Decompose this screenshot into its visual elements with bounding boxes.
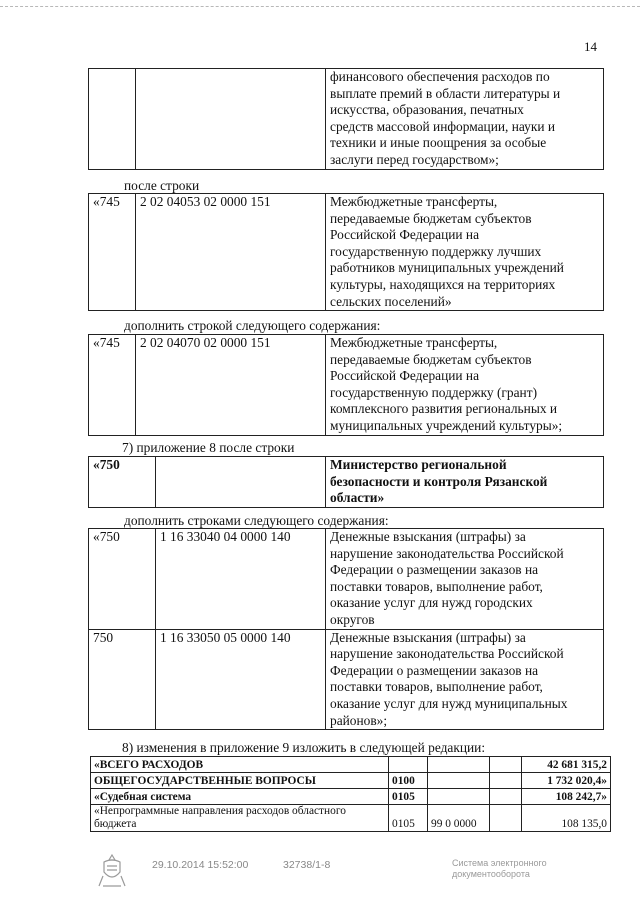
expense-name: «Непрограммные направления расходов областного бюджета (91, 805, 389, 832)
coat-of-arms-icon (95, 852, 129, 888)
target-article (428, 773, 490, 789)
instruction-add-line: дополнить строкой следующего содержания: (124, 318, 381, 333)
expense-name: ОБЩЕГОСУДАРСТВЕННЫЕ ВОПРОСЫ (91, 773, 389, 789)
code-cell: «750 (89, 529, 156, 630)
table-row (91, 773, 611, 789)
table-block-1 (88, 68, 604, 170)
amount: 42 681 315,2 (522, 757, 611, 773)
expense-type (490, 757, 522, 773)
code-cell: 750 (89, 629, 156, 730)
table-block-2 (88, 193, 604, 311)
table-row (89, 629, 604, 730)
description-cell: финансового обеспечения расходов по выплате премий в области литературы и искусства, образования, печатных средств массовой информации, науки и техники и иные поощрения за особые заслуги перед государством»; (326, 69, 604, 170)
code-cell: «750 (89, 457, 156, 508)
table-row (91, 757, 611, 773)
code-cell: «745 (89, 194, 136, 311)
section-code: 0105 (389, 789, 428, 805)
target-article (428, 757, 490, 773)
expenses-table (90, 756, 611, 832)
instruction-appendix-8: 7) приложение 8 после строки (122, 440, 295, 455)
target-article: 99 0 0000 (428, 805, 490, 832)
amount: 1 732 020,4» (522, 773, 611, 789)
table-row (91, 789, 611, 805)
footer-doc-id: 32738/1-8 (283, 859, 331, 871)
description-cell: Денежные взыскания (штрафы) за нарушение законодательства Российской Федерации о размещении заказов на поставки товаров, выполнение работ, оказание услуг для нужд городских округов (326, 529, 604, 630)
table-row (89, 529, 604, 630)
section-code (389, 757, 428, 773)
description-cell: Межбюджетные трансферты, передаваемые бюджетам субъектов Российской Федерации на государственную поддержку лучших работников муниципальных учреждений культуры, находящихся на территориях сельских поселений» (326, 194, 604, 311)
kbk-cell: 2 02 04070 02 0000 151 (136, 335, 326, 436)
kbk-cell: 2 02 04053 02 0000 151 (136, 194, 326, 311)
expense-type (490, 789, 522, 805)
code-cell: «745 (89, 335, 136, 436)
table-block-5 (88, 528, 604, 730)
expense-type (490, 805, 522, 832)
table-row (91, 805, 611, 832)
expense-type (490, 773, 522, 789)
table-block-3 (88, 334, 604, 436)
scan-top-edge (0, 6, 640, 9)
instruction-appendix-9: 8) изменения в приложение 9 изложить в следующей редакции: (122, 740, 486, 755)
page-number: 14 (584, 39, 597, 54)
target-article (428, 789, 490, 805)
table-block-4 (88, 456, 604, 508)
kbk-cell: 1 16 33040 04 0000 140 (156, 529, 326, 630)
description-cell: Межбюджетные трансферты, передаваемые бюджетам субъектов Российской Федерации на государственную поддержку (грант) комплексного развития региональных и муниципальных учреждений культуры»; (326, 335, 604, 436)
expense-name: «ВСЕГО РАСХОДОВ (91, 757, 389, 773)
expense-name: «Судебная система (91, 789, 389, 805)
amount: 108 135,0 (522, 805, 611, 832)
section-code: 0100 (389, 773, 428, 789)
description-cell: Денежные взыскания (штрафы) за нарушение законодательства Российской Федерации о размещении заказов на поставки товаров, выполнение работ, оказание услуг для нужд муниципальных районов»; (326, 629, 604, 730)
section-code: 0105 (389, 805, 428, 832)
instruction-after-line: после строки (124, 178, 200, 193)
description-cell: Министерство региональной безопасности и контроля Рязанской области» (326, 457, 604, 508)
instruction-add-lines: дополнить строками следующего содержания: (124, 513, 389, 528)
footer-datetime: 29.10.2014 15:52:00 (152, 859, 249, 871)
amount: 108 242,7» (522, 789, 611, 805)
edo-stamp: Система электронного документооборота (452, 858, 547, 879)
kbk-cell: 1 16 33050 05 0000 140 (156, 629, 326, 730)
